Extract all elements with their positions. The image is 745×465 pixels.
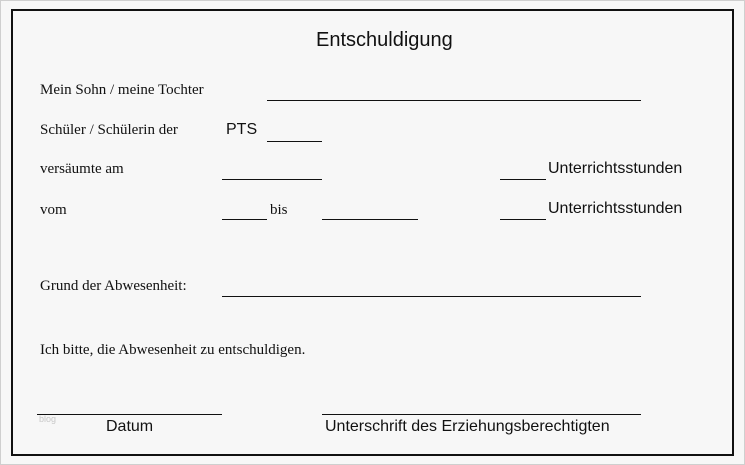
lessons-label-1: Unterrichtsstunden <box>548 160 683 177</box>
student-label: Schüler / Schülerin der <box>40 122 178 138</box>
class-field[interactable] <box>267 141 322 142</box>
lessons-count-field-1[interactable] <box>500 179 546 180</box>
lessons-label-2: Unterrichtsstunden <box>548 200 683 217</box>
reason-label: Grund der Abwesenheit: <box>40 278 187 294</box>
child-label: Mein Sohn / meine Tochter <box>40 82 204 98</box>
lessons-count-field-2[interactable] <box>500 219 546 220</box>
reason-field[interactable] <box>222 296 641 297</box>
missed-on-label: versäumte am <box>40 161 124 177</box>
child-name-field[interactable] <box>267 100 641 101</box>
missed-date-field[interactable] <box>222 179 322 180</box>
from-field[interactable] <box>222 219 267 220</box>
date-field[interactable] <box>37 414 222 415</box>
to-label: bis <box>270 202 288 218</box>
form-title: Entschuldigung <box>316 29 453 51</box>
date-label: Datum <box>106 418 154 435</box>
signature-field[interactable] <box>322 414 641 415</box>
from-label: vom <box>40 202 67 218</box>
school-label: PTS <box>226 121 258 138</box>
signature-label: Unterschrift des Erziehungsberechtigten <box>325 418 610 435</box>
watermark: blog <box>39 414 57 424</box>
to-field[interactable] <box>322 219 418 220</box>
excuse-form <box>11 9 734 456</box>
request-text: Ich bitte, die Abwesenheit zu entschuldigen. <box>40 342 306 358</box>
